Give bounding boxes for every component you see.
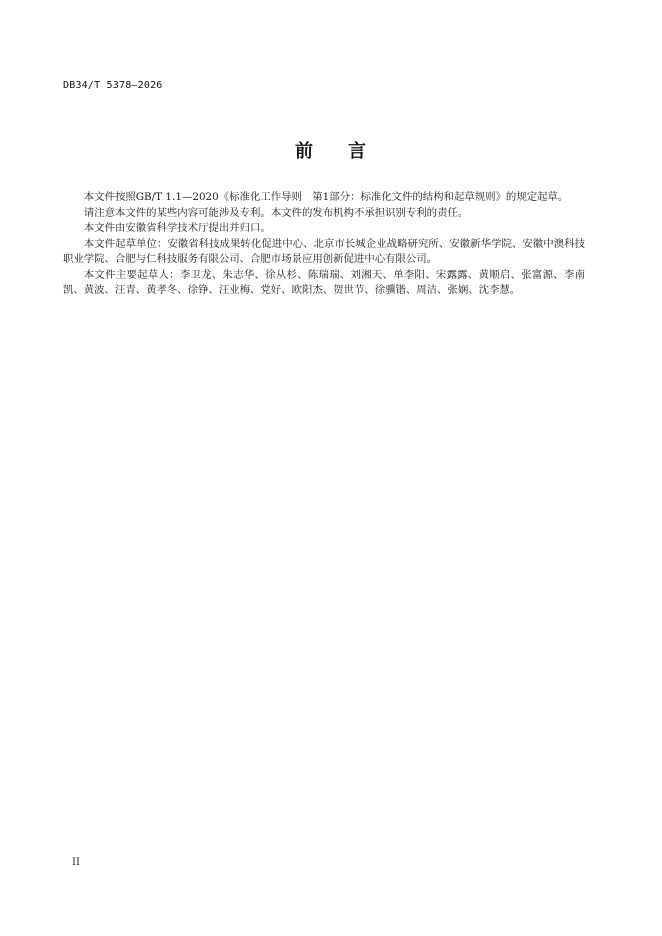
paragraph-patent-notice: 请注意本文件的某些内容可能涉及专利。本文件的发布机构不承担识别专利的责任。 [83,206,469,219]
paragraph-drafters: 本文件主要起草人：李卫龙、朱志华、徐从杉、陈瑞瑞、刘湘天、单李阳、宋露露、黄顺启、张富源、李南凯、黄波、汪青、黄孝冬、徐铮、汪业梅、党好、欧阳杰、贺世节、徐骥锴、周洁、张娴、沈李慧。 [63,268,585,296]
paragraph-proposer: 本文件由安徽省科学技术厅提出并归口。 [83,222,271,234]
foreword-body [63,190,585,299]
page-title [0,137,662,163]
paragraph-drafting-rules: 本文件按照GB/T 1.1—2020《标准化工作导则 第1部分：标准化文件的结构和起草规则》的规定起草。 [83,191,569,203]
paragraph-drafting-units: 本文件起草单位：安徽省科技成果转化促进中心、北京市长城企业战略研究所、安徽新华学院、安徽中澳科技职业学院、合肥与仁科技服务有限公司、合肥市场景应用创新促进中心有限公司。 [63,237,585,265]
document-code: DB34/T 5378—2026 [63,80,163,91]
page-number: II [72,857,80,868]
title-char-2: 言 [348,141,367,162]
title-char-1: 前 [295,141,314,162]
